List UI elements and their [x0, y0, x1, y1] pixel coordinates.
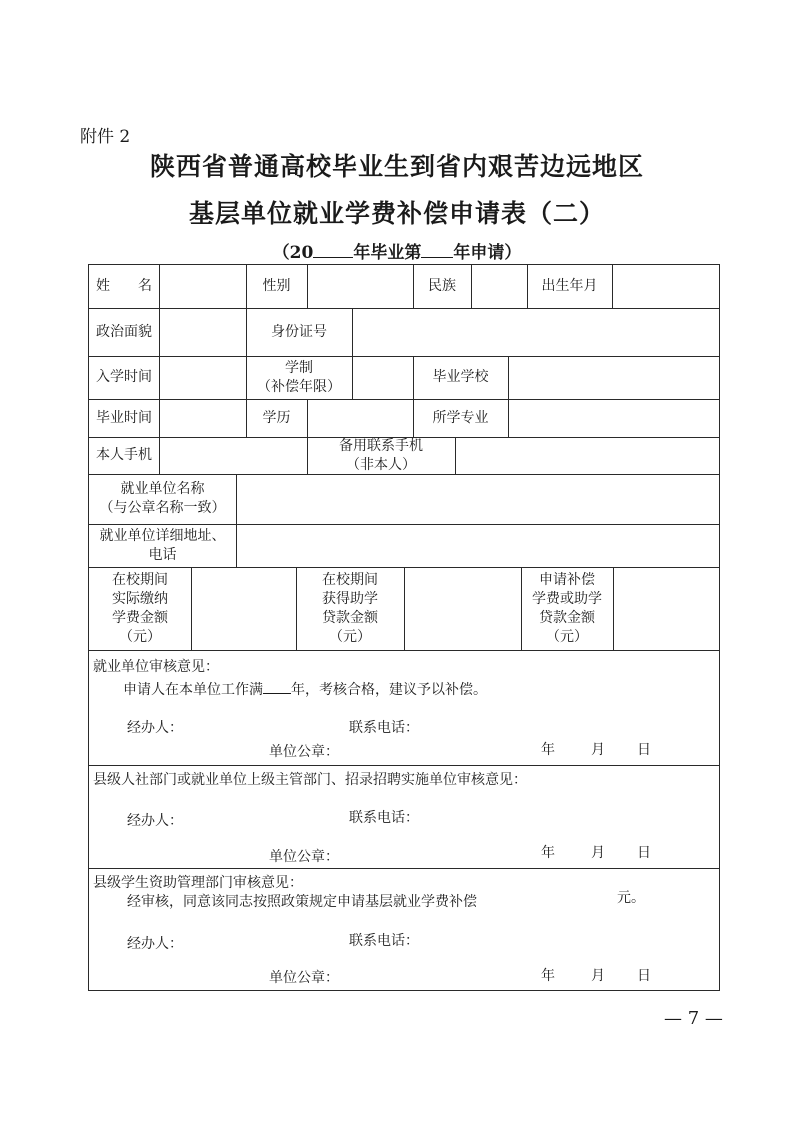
subtitle-open: （20 [272, 243, 314, 263]
apply-l1: 申请补偿 [539, 571, 595, 588]
review1-body-post: 年，考核合格，建议予以补偿。 [291, 682, 487, 698]
label-major: 所学专业 [432, 409, 489, 426]
review3-heading: 县级学生资助管理部门审核意见： [93, 875, 303, 891]
review1-day: 日 [637, 742, 651, 758]
tuition-l1: 在校期间 [112, 571, 168, 588]
loan-l3: 贷款金额 [322, 609, 378, 626]
tuition-paid-input[interactable] [191, 567, 296, 650]
gender-input[interactable] [307, 265, 413, 308]
review2-month: 月 [591, 845, 605, 861]
major-input[interactable] [508, 399, 719, 437]
review2-seal: 单位公章： [269, 849, 339, 865]
review1-body-pre: 申请人在本单位工作满 [123, 682, 263, 698]
apply-l3: 贷款金额 [539, 609, 595, 626]
label-own-phone: 本人手机 [96, 447, 152, 463]
schooling-line1: 学制 [285, 359, 313, 376]
review2-phone: 联系电话： [349, 810, 419, 826]
label-ethnicity: 民族 [428, 278, 456, 294]
label-education: 学历 [262, 409, 291, 426]
backup-phone-input[interactable] [455, 437, 719, 474]
label-gender: 性别 [262, 278, 291, 294]
birth-input[interactable] [612, 265, 719, 308]
employer-addr-line1: 就业单位详细地址、 [99, 527, 226, 544]
enroll-time-input[interactable] [159, 356, 246, 399]
attachment-label: 附件 2 [80, 127, 131, 147]
subtitle-mid: 年毕业第 [353, 243, 422, 263]
review1-body [123, 679, 487, 699]
review2-handler: 经办人： [127, 813, 183, 829]
review3-day: 日 [637, 968, 651, 984]
backup-phone-line1: 备用联系手机 [339, 437, 423, 454]
form-title-line1: 陕西省普通高校毕业生到省内艰苦边远地区 [149, 152, 644, 181]
review1-year: 年 [541, 742, 555, 758]
review3-phone: 联系电话： [349, 933, 419, 949]
employer-line1: 就业单位名称 [120, 481, 205, 497]
label-name: 姓 名 [96, 278, 152, 294]
loan-l4: （元） [329, 628, 371, 645]
employer-line2: （与公章名称一致） [99, 500, 226, 516]
label-enroll-time: 入学时间 [96, 369, 152, 385]
own-phone-input[interactable] [159, 437, 307, 474]
employer-addr-line2: 电话 [148, 546, 177, 563]
label-grad-school: 毕业学校 [432, 369, 489, 385]
review2-year: 年 [541, 845, 555, 861]
page-number: — 7 — [664, 1008, 723, 1029]
label-backup-phone [307, 437, 455, 474]
review3-seal: 单位公章： [269, 970, 339, 986]
subtitle-end: 年申请） [453, 243, 522, 263]
review3-body: 经审核，同意该同志按照政策规定申请基层就业学费补偿 [127, 894, 477, 910]
review3-month: 月 [591, 968, 605, 984]
grad-year-blank[interactable] [313, 241, 353, 258]
loan-l2: 获得助学 [322, 590, 378, 607]
tuition-l4: （元） [119, 628, 161, 645]
label-employer-address [89, 524, 236, 567]
id-number-input[interactable] [352, 308, 719, 356]
form-subtitle [0, 238, 794, 263]
label-schooling-years [246, 356, 352, 399]
label-birth: 出生年月 [541, 278, 598, 294]
apply-l4: （元） [546, 628, 588, 645]
label-political-status: 政治面貌 [96, 323, 152, 340]
loan-l1: 在校期间 [322, 571, 378, 588]
apply-year-blank[interactable] [421, 241, 453, 258]
schooling-input[interactable] [352, 356, 413, 399]
review1-heading: 就业单位审核意见： [93, 659, 219, 675]
grad-school-input[interactable] [508, 356, 719, 399]
ethnicity-input[interactable] [471, 265, 527, 308]
schooling-line2: （补偿年限） [257, 378, 341, 395]
label-grad-time: 毕业时间 [96, 409, 152, 426]
political-status-input[interactable] [159, 308, 246, 356]
backup-phone-line2: （非本人） [346, 456, 416, 473]
education-input[interactable] [307, 399, 413, 437]
application-form-table [88, 264, 720, 991]
work-years-blank[interactable] [263, 679, 291, 694]
review2-day: 日 [637, 845, 651, 861]
review2-heading: 县级人社部门或就业单位上级主管部门、招录招聘实施单位审核意见： [93, 772, 527, 788]
label-employer-name [89, 474, 236, 524]
label-apply-amount [521, 567, 613, 650]
review1-phone: 联系电话： [349, 720, 419, 736]
loan-amount-input[interactable] [404, 567, 521, 650]
employer-address-input[interactable] [236, 524, 719, 567]
review1-handler: 经办人： [127, 720, 183, 736]
review3-unit: 元。 [617, 890, 645, 906]
tuition-l3: 学费金额 [112, 609, 168, 626]
review3-handler: 经办人： [127, 936, 183, 952]
label-id-number: 身份证号 [271, 323, 327, 340]
form-title-line2: 基层单位就业学费补偿申请表（二） [188, 199, 605, 228]
review3-year: 年 [541, 968, 555, 984]
apply-amount-input[interactable] [613, 567, 719, 650]
employer-name-input[interactable] [236, 474, 719, 524]
tuition-l2: 实际缴纳 [112, 590, 168, 607]
review1-seal: 单位公章： [269, 744, 339, 760]
name-input[interactable] [159, 265, 246, 308]
review1-month: 月 [591, 742, 605, 758]
label-loan-amount [296, 567, 404, 650]
grad-time-input[interactable] [159, 399, 246, 437]
label-tuition-paid [89, 567, 191, 650]
apply-l2: 学费或助学 [532, 590, 602, 607]
